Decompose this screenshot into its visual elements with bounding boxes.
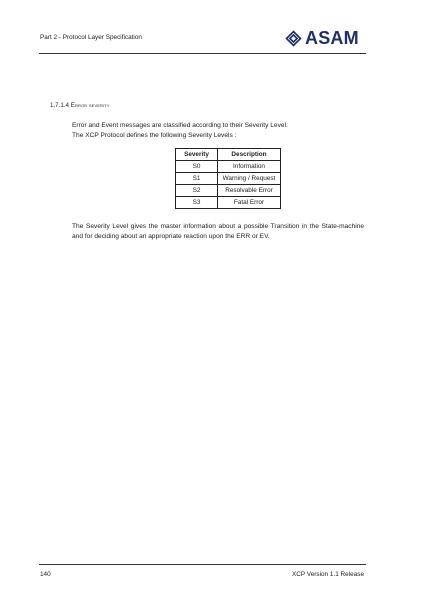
intro-line-1: Error and Event messages are classified according to their Severity Level. [72,122,288,129]
severity-cell: S0 [176,161,218,173]
header-divider [39,53,366,54]
document-version: XCP Version 1.1 Release [292,571,364,578]
column-header-severity: Severity [176,149,218,161]
description-cell: Resolvable Error [218,185,281,197]
section-heading [50,102,110,109]
column-header-description: Description [218,149,281,161]
table-row [176,161,281,173]
description-cell: Information [218,161,281,173]
section-title: Error severity [70,102,110,109]
page-header-title: Part 2 - Protocol Layer Specification [40,34,142,41]
severity-cell: S1 [176,173,218,185]
asam-logo-icon [285,30,302,47]
severity-cell: S2 [176,185,218,197]
description-cell: Warning / Request [218,173,281,185]
severity-cell: S3 [176,197,218,209]
table-row [176,185,281,197]
severity-table [175,148,281,209]
table-header-row [176,149,281,161]
intro-paragraph [72,121,372,140]
table-row [176,197,281,209]
section-number: 1.7.1.4 [50,102,69,109]
table-row [176,173,281,185]
asam-logo [285,27,359,49]
intro-line-2: The XCP Protocol defines the following Severity Levels : [72,131,237,139]
description-cell: Fatal Error [218,197,281,209]
closing-paragraph: The Severity Level gives the master information about a possible Transition in the State-machine and for deciding about an appropriate reaction upon the ERR or EV. [72,223,364,240]
footer-divider [39,564,366,565]
page-number: 140 [40,571,51,578]
logo-wordmark: ASAM [305,28,359,48]
